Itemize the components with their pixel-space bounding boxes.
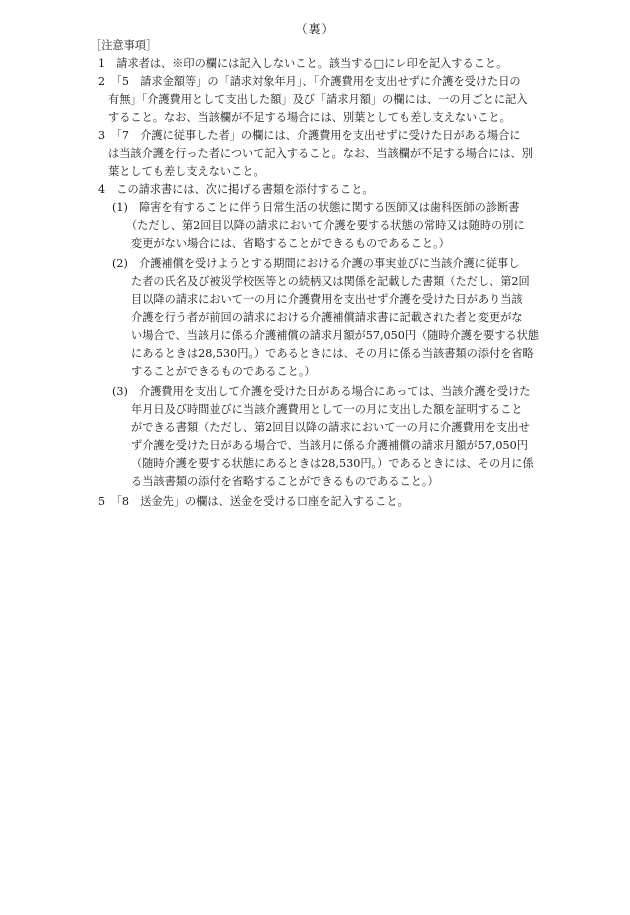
note-2-line-2: 有無」「介護費用として支出した額」及び「請求月額」の欄には、一の月ごとに記入	[108, 93, 528, 106]
note-4-item-2-line-1: (2) 介護補償を受けようとする期間における介護の事実並びに当該介護に従事し	[112, 257, 520, 270]
section-title: ［注意事項］	[90, 39, 158, 52]
note-4-item-1-line-1: (1) 障害を有することに伴う日常生活の状態に関する医師又は歯科医師の診断書	[112, 201, 520, 214]
note-4-item-2-line-6: にあるときは28,530円。）であるときには、その月に係る当該書類の添付を省略	[131, 347, 534, 360]
note-4-item-3-line-4: ず介護を受けた日がある場合で、当該月に係る介護補償の請求月額が57,050円	[131, 439, 528, 452]
note-3-line-3: 葉としても差し支えないこと。	[108, 165, 265, 178]
note-2-line-1: 2 「5 請求金額等」の「請求対象年月」、「介護費用を支出せずに介護を受けた日の	[98, 75, 521, 88]
note-4-line-1: 4 この請求書には、次に掲げる書類を添付すること。	[98, 183, 374, 196]
note-4-item-3-line-2: 年月日及び時間並びに当該介護費用として一の月に支出した額を証明すること	[131, 403, 523, 416]
note-2-line-3: すること。なお、当該欄が不足する場合には、別葉としても差し支えないこと。	[108, 111, 511, 124]
page-heading: （裏）	[295, 22, 335, 36]
note-4-item-3-line-6: る当該書類の添付を省略することができるものであること。）	[131, 475, 439, 488]
note-4-item-3-line-3: ができる書類（ただし、第2回目以降の請求において一の月に介護費用を支出せ	[131, 421, 530, 434]
note-4-item-1-line-3: 変更がない場合には、省略することができるものであること。）	[131, 237, 450, 250]
note-3-line-2: は当該介護を行った者について記入すること。なお、当該欄が不足する場合には、別	[108, 147, 533, 160]
note-3-line-1: 3 「7 介護に従事した者」の欄には、介護費用を支出せずに受けた日がある場合に	[98, 129, 521, 142]
note-4-item-2-line-5: い場合で、当該月に係る介護補償の請求月額が57,050円（随時介護を要する状態	[131, 329, 540, 342]
note-5-line-1: 5 「8 送金先」の欄は、送金を受ける口座を記入すること。	[98, 495, 409, 508]
note-4-item-3-line-5: （随時介護を要する状態にあるときは28,530円。）であるときには、その月に係	[131, 457, 534, 470]
note-4-item-3-line-1: (3) 介護費用を支出して介護を受けた日がある場合にあっては、当該介護を受けた	[112, 385, 531, 398]
note-4-item-1-line-2: （ただし、第2回目以降の請求において介護を要する状態の常時又は随時の別に	[126, 219, 525, 232]
note-4-item-2-line-2: た者の氏名及び被災学校医等との続柄又は関係を記載した書類（ただし、第2回	[131, 275, 530, 288]
note-1-line-1: 1 請求者は、※印の欄には記入しないこと。該当する□にレ印を記入すること。	[98, 57, 508, 70]
note-4-item-2-line-4: 介護を行う者が前回の請求における介護補償請求書に記載された者と変更がな	[131, 311, 523, 324]
note-4-item-2-line-7: することができるものであること。）	[131, 365, 316, 378]
note-4-item-2-line-3: 目以降の請求において一の月に介護費用を支出せず介護を受けた日があり当該	[131, 293, 523, 306]
